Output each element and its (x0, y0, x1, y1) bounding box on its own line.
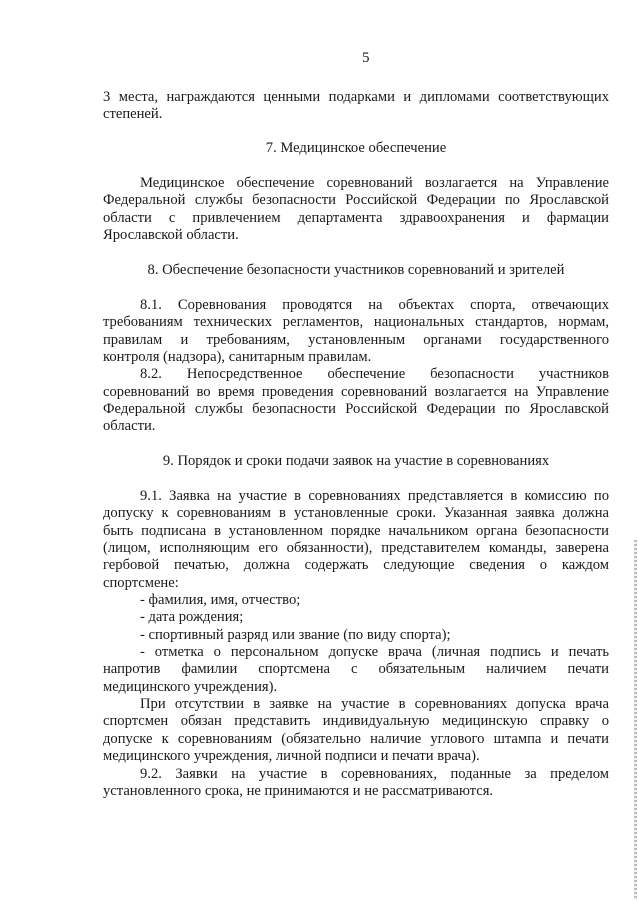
text-line: допуске к соревнованиям (обязательно наличие углового штампа и печати (103, 731, 609, 747)
text-line: соревнований во время проведения соревнований возлагается на Управление (103, 384, 609, 400)
text-line: 8.2. Непосредственное обеспечение безопасности участников (140, 366, 609, 382)
text-line: требованиям технических регламентов, национальных стандартов, нормам, (103, 314, 609, 330)
text-line: области с привлечением департамента здравоохранения и фармации (103, 210, 609, 226)
list-item: - дата рождения; (140, 609, 244, 625)
text-line: напротив фамилии спортсмена с обязательным наличием печати (103, 661, 609, 677)
text-line: медицинского учреждения). (103, 679, 278, 695)
text-line: правилам и требованиям, установленным органами государственного (103, 332, 609, 348)
list-item: - спортивный разряд или звание (по виду спорта); (140, 627, 451, 643)
text-line: спортсмене: (103, 575, 179, 591)
text-line: При отсутствии в заявке на участие в соревнованиях допуска врача (140, 696, 609, 712)
text-line: (лицом, исполняющим его обязанности), представителем команды, заверена (103, 540, 609, 556)
section-heading: 9. Порядок и сроки подачи заявок на участие в соревнованиях (162, 453, 550, 469)
text-line: Ярославской области. (103, 227, 239, 243)
text-line: установленного срока, не принимаются и не рассматриваются. (103, 783, 494, 799)
text-line: допуску к соревнованиям в установленные сроки. Указанная заявка должна (103, 505, 609, 521)
text-line: быть подписана в установленном порядке начальником органа безопасности (103, 523, 609, 539)
text-line: медицинского учреждения, личной подписи и печати врача). (103, 748, 480, 764)
text-line: Федеральной службы безопасности Российской Федерации по Ярославской (103, 401, 609, 417)
text-line: спортсмен обязан представить индивидуальную медицинскую справку о (103, 713, 609, 729)
text-line: Федеральной службы безопасности Российской Федерации по Ярославской (103, 192, 609, 208)
text-line: контроля (надзора), санитарным правилам. (103, 349, 372, 365)
text-line: 8.1. Соревнования проводятся на объектах спорта, отвечающих (140, 297, 609, 313)
section-heading: 8. Обеспечение безопасности участников соревнований и зрителей (147, 262, 565, 278)
text-line: Медицинское обеспечение соревнований возлагается на Управление (140, 175, 609, 191)
list-item: - отметка о персональном допуске врача (личная подпись и печать (140, 644, 609, 660)
list-item: - фамилия, имя, отчество; (140, 592, 301, 608)
section-heading: 7. Медицинское обеспечение (265, 140, 447, 156)
text-line: степеней. (103, 106, 163, 122)
text-line: 3 места, награждаются ценными подарками и дипломами соответствующих (103, 89, 609, 105)
text-line: 9.1. Заявка на участие в соревнованиях представляется в комиссию по (140, 488, 609, 504)
text-line: гербовой печатью, должна содержать следующие сведения о каждом (103, 557, 609, 573)
text-line: области. (103, 418, 156, 434)
page-number: 5 (362, 50, 370, 66)
scan-edge-marks (634, 540, 637, 900)
text-line: 9.2. Заявки на участие в соревнованиях, поданные за пределом (140, 766, 609, 782)
